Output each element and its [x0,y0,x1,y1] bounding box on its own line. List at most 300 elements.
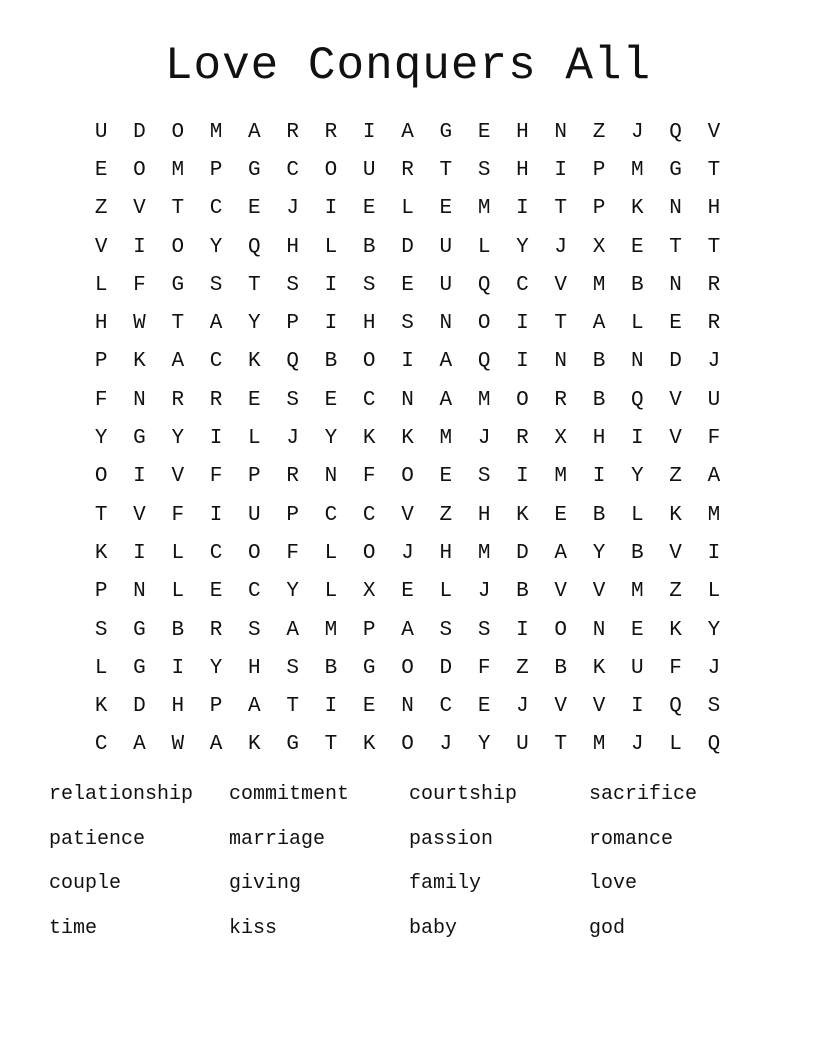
grid-letter: S [477,465,491,489]
grid-letter: M [631,580,644,604]
grid-letter: S [401,312,414,336]
grid-letter: K [669,503,682,527]
grid-letter: P [209,695,223,719]
grid-letter: H [248,656,261,680]
grid-row [82,151,734,189]
grid-letter: B [554,656,568,680]
grid-letter: I [133,541,146,565]
grid-letter: A [707,465,721,489]
grid-letter: O [171,120,185,144]
grid-letter: K [631,197,644,221]
grid-letter: F [362,465,376,489]
grid-letter: O [362,350,376,374]
grid-letter: C [209,350,223,374]
grid-letter: S [707,695,721,719]
grid-letter: G [362,656,376,680]
grid-letter: U [439,235,453,259]
grid-letter: K [516,503,529,527]
grid-letter: I [401,350,414,374]
grid-letter: A [401,120,414,144]
word-list-item: passion [409,827,494,851]
grid-letter: T [554,197,568,221]
grid-letter: S [94,618,108,642]
grid-letter: I [516,197,529,221]
grid-row [82,496,734,534]
grid-letter: G [133,656,146,680]
grid-letter: L [707,580,721,604]
grid-letter: O [401,656,414,680]
grid-letter: V [592,580,606,604]
grid-letter: P [94,350,108,374]
grid-letter: E [554,503,568,527]
grid-row [82,381,734,419]
word-list-item: patience [49,827,146,851]
grid-letter: L [248,427,261,451]
grid-letter: A [401,618,414,642]
grid-letter: C [324,503,338,527]
grid-letter: D [133,120,146,144]
grid-letter: K [362,733,376,757]
grid-letter: L [401,197,414,221]
grid-letter: F [133,273,146,297]
grid-letter: E [248,197,261,221]
grid-letter: J [477,580,491,604]
grid-letter: J [477,427,491,451]
grid-letter: V [94,235,108,259]
grid-letter: K [248,350,261,374]
grid-letter: T [439,158,453,182]
grid-letter: C [362,388,376,412]
grid-letter: N [631,350,644,374]
grid-letter: T [554,733,568,757]
grid-row [82,573,734,611]
grid-letter: L [171,541,185,565]
grid-letter: N [554,120,568,144]
grid-letter: S [209,273,223,297]
grid-letter: A [171,350,185,374]
word-list-item: courtship [409,783,518,806]
grid-letter: T [669,235,682,259]
grid-letter: E [362,197,376,221]
grid-letter: Q [477,350,491,374]
grid-letter: C [362,503,376,527]
grid-letter: Q [707,733,721,757]
grid-row [82,687,734,725]
grid-letter: E [477,120,491,144]
grid-letter: R [401,158,414,182]
grid-letter: R [554,388,568,412]
grid-letter: A [209,312,223,336]
grid-row [82,419,734,457]
grid-letter: K [401,427,414,451]
grid-letter: I [324,312,338,336]
grid-letter: V [554,580,568,604]
grid-row [82,266,734,304]
grid-letter: U [439,273,453,297]
grid-letter: V [133,503,146,527]
grid-letter: C [439,695,453,719]
grid-letter: H [286,235,299,259]
word-list-item: sacrifice [589,783,698,806]
grid-letter: T [286,695,299,719]
grid-letter: S [439,618,453,642]
grid-letter: L [324,580,338,604]
grid-letter: R [209,388,223,412]
grid-letter: E [248,388,261,412]
grid-letter: N [669,197,682,221]
grid-row [82,304,734,342]
grid-letter: I [209,503,223,527]
grid-letter: N [401,388,414,412]
grid-letter: F [477,656,491,680]
word-list [49,778,769,956]
grid-letter: M [439,427,453,451]
grid-letter: P [286,312,299,336]
grid-letter: Z [669,580,682,604]
grid-letter: Q [477,273,491,297]
grid-letter: O [248,541,261,565]
grid-row [82,228,734,266]
grid-letter: I [592,465,606,489]
grid-row [82,113,734,151]
grid-letter: Y [209,656,223,680]
grid-letter: V [707,120,721,144]
grid-letter: V [669,388,682,412]
grid-letter: I [516,618,529,642]
grid-letter: H [516,158,529,182]
grid-letter: X [362,580,376,604]
grid-letter: X [554,427,568,451]
grid-letter: G [669,158,682,182]
grid-letter: I [631,427,644,451]
grid-letter: R [286,120,299,144]
grid-letter: Y [286,580,299,604]
word-list-item: giving [229,872,302,895]
word-list-item: time [49,916,98,940]
grid-letter: C [209,541,223,565]
grid-letter: S [286,656,299,680]
grid-letter: D [669,350,682,374]
grid-letter: G [248,158,261,182]
grid-letter: Z [669,465,682,489]
grid-letter: L [477,235,491,259]
grid-letter: R [171,388,185,412]
grid-letter: Y [707,618,721,642]
grid-letter: W [171,733,185,757]
grid-letter: C [209,197,223,221]
grid-letter: T [324,733,338,757]
grid-letter: A [248,120,261,144]
grid-letter: O [171,235,185,259]
grid-letter: X [592,235,606,259]
grid-letter: J [707,350,721,374]
grid-letter: Q [669,695,682,719]
grid-letter: B [516,580,529,604]
grid-letter: N [133,580,146,604]
grid-letter: A [439,350,453,374]
grid-letter: P [248,465,261,489]
word-list-item: relationship [49,783,194,806]
grid-letter: R [516,427,529,451]
grid-letter: I [554,158,568,182]
grid-letter: U [362,158,376,182]
grid-letter: E [209,580,223,604]
grid-letter: M [171,158,185,182]
grid-letter: Y [631,465,644,489]
grid-row [82,649,734,687]
grid-letter: O [94,465,108,489]
grid-letter: B [631,273,644,297]
grid-letter: W [133,312,146,336]
grid-letter: M [477,197,491,221]
grid-letter: E [94,158,108,182]
grid-letter: V [592,695,606,719]
word-list-item: marriage [229,827,326,851]
grid-letter: M [477,541,491,565]
grid-letter: G [171,273,185,297]
grid-letter: J [554,235,568,259]
grid-letter: H [592,427,606,451]
grid-letter: E [631,235,644,259]
grid-letter: J [631,120,644,144]
word-list-item: kiss [229,916,278,940]
grid-letter: J [286,197,299,221]
grid-letter: O [133,158,146,182]
grid-letter: L [439,580,453,604]
grid-letter: M [477,388,491,412]
grid-letter: Q [669,120,682,144]
word-list-item: family [409,872,482,895]
grid-letter: H [171,695,185,719]
grid-letter: N [401,695,414,719]
grid-letter: F [707,427,721,451]
grid-letter: B [592,350,606,374]
grid-letter: Z [592,120,606,144]
grid-letter: M [324,618,338,642]
grid-letter: I [171,656,185,680]
grid-letter: H [94,312,108,336]
grid-letter: E [439,465,453,489]
grid-letter: N [439,312,453,336]
grid-letter: H [362,312,376,336]
grid-letter: D [401,235,414,259]
grid-letter: G [133,427,146,451]
grid-letter: T [94,503,108,527]
grid-letter: L [324,235,338,259]
grid-letter: E [439,197,453,221]
grid-letter: Q [248,235,261,259]
grid-letter: H [439,541,453,565]
grid-letter: Q [286,350,299,374]
grid-letter: D [516,541,529,565]
grid-letter: M [707,503,721,527]
grid-letter: A [554,541,568,565]
grid-letter: I [516,465,529,489]
grid-letter: N [133,388,146,412]
grid-letter: I [133,235,146,259]
grid-letter: U [248,503,261,527]
grid-letter: N [324,465,338,489]
grid-letter: Y [171,427,185,451]
grid-letter: J [707,656,721,680]
grid-letter: F [94,388,108,412]
grid-letter: Y [324,427,338,451]
grid-letter: S [286,388,299,412]
word-list-item: commitment [229,783,350,806]
grid-letter: B [592,388,606,412]
grid-letter: E [631,618,644,642]
grid-letter: Z [439,503,453,527]
grid-row [82,611,734,649]
grid-letter: T [707,235,721,259]
grid-letter: L [631,503,644,527]
grid-letter: T [554,312,568,336]
grid-letter: V [669,427,682,451]
grid-letter: K [94,695,108,719]
grid-letter: E [401,273,414,297]
grid-letter: T [248,273,261,297]
page-title: Love Conquers All [164,40,652,92]
grid-letter: P [592,158,606,182]
grid-letter: Q [631,388,644,412]
grid-letter: V [133,197,146,221]
grid-letter: U [707,388,721,412]
grid-letter: U [631,656,644,680]
grid-letter: I [209,427,223,451]
grid-letter: J [439,733,453,757]
grid-letter: Y [477,733,491,757]
grid-letter: H [516,120,529,144]
grid-letter: B [171,618,185,642]
grid-letter: S [362,273,376,297]
grid-letter: O [516,388,529,412]
grid-letter: V [554,273,568,297]
grid-row [82,534,734,572]
grid-letter: F [286,541,299,565]
grid-letter: V [669,541,682,565]
grid-letter: E [362,695,376,719]
grid-letter: J [401,541,414,565]
grid-letter: S [477,618,491,642]
grid-letter: B [592,503,606,527]
grid-letter: O [401,733,414,757]
grid-letter: L [669,733,682,757]
grid-letter: J [286,427,299,451]
grid-letter: E [324,388,338,412]
grid-letter: K [362,427,376,451]
grid-row [82,726,734,764]
word-list-item: couple [49,872,122,895]
grid-letter: O [401,465,414,489]
grid-letter: O [477,312,491,336]
grid-letter: A [209,733,223,757]
grid-letter: Y [248,312,261,336]
grid-letter: M [592,733,606,757]
grid-letter: F [171,503,185,527]
grid-letter: A [286,618,299,642]
grid-letter: I [516,350,529,374]
grid-letter: A [439,388,453,412]
grid-letter: R [707,273,721,297]
grid-letter: K [248,733,261,757]
word-list-item: romance [589,827,674,851]
grid-letter: K [669,618,682,642]
grid-letter: I [631,695,644,719]
grid-letter: S [286,273,299,297]
grid-letter: P [286,503,299,527]
grid-row [82,190,734,228]
grid-letter: V [171,465,185,489]
grid-letter: H [477,503,491,527]
grid-letter: J [516,695,529,719]
word-list-item: god [589,916,626,940]
grid-letter: I [133,465,146,489]
grid-letter: H [707,197,721,221]
grid-letter: Z [516,656,529,680]
grid-letter: K [133,350,146,374]
grid-letter: N [592,618,606,642]
grid-letter: J [631,733,644,757]
letter-grid [82,113,734,764]
grid-letter: D [439,656,453,680]
grid-letter: U [516,733,529,757]
grid-letter: R [286,465,299,489]
grid-letter: Y [209,235,223,259]
grid-letter: R [324,120,338,144]
grid-letter: R [707,312,721,336]
grid-letter: T [707,158,721,182]
grid-letter: N [669,273,682,297]
grid-letter: Y [592,541,606,565]
grid-letter: Z [94,197,108,221]
grid-letter: P [362,618,376,642]
grid-letter: L [94,656,108,680]
word-list-item: love [589,872,638,895]
grid-letter: T [171,312,185,336]
grid-letter: O [554,618,568,642]
grid-letter: N [554,350,568,374]
grid-letter: I [324,695,338,719]
grid-letter: I [707,541,721,565]
grid-letter: I [324,273,338,297]
grid-letter: Y [94,427,108,451]
grid-letter: M [631,158,644,182]
grid-letter: R [209,618,223,642]
grid-letter: L [171,580,185,604]
grid-letter: F [669,656,682,680]
grid-letter: L [324,541,338,565]
grid-letter: C [286,158,299,182]
grid-letter: A [248,695,261,719]
grid-letter: P [592,197,606,221]
grid-letter: B [324,350,338,374]
grid-letter: I [516,312,529,336]
grid-letter: O [324,158,338,182]
grid-letter: B [631,541,644,565]
grid-letter: G [439,120,453,144]
grid-letter: O [362,541,376,565]
grid-letter: M [209,120,223,144]
grid-letter: K [94,541,108,565]
word-list-item: baby [409,916,458,940]
grid-letter: E [669,312,682,336]
grid-letter: C [248,580,261,604]
grid-letter: E [477,695,491,719]
grid-row [82,458,734,496]
grid-letter: V [401,503,414,527]
grid-letter: A [592,312,606,336]
grid-letter: M [554,465,568,489]
